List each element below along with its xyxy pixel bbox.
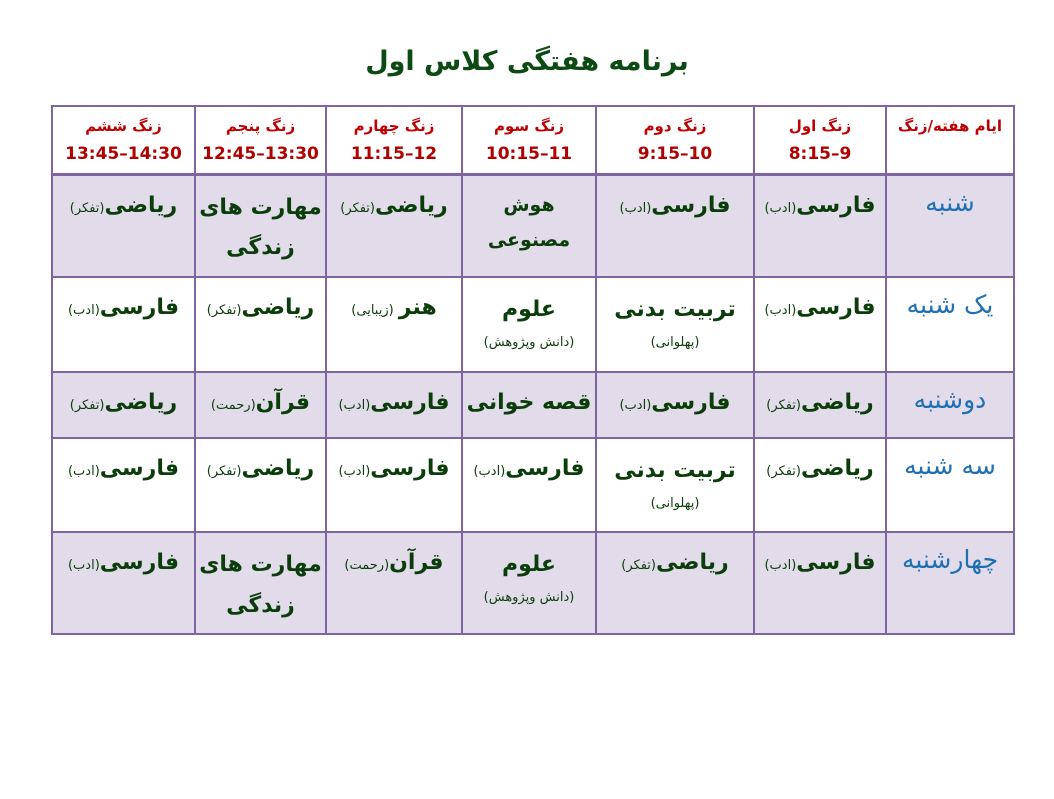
subject-cell [52, 372, 195, 438]
subject-name: فارسی [651, 390, 731, 415]
table-row [52, 174, 1014, 277]
subject-cell [462, 372, 596, 438]
subject-note: (ادب) [338, 464, 371, 479]
subject-line-2: (دانش وپژوهش) [483, 334, 575, 350]
table-row [52, 372, 1014, 438]
subject-note: (تفکر) [69, 200, 105, 216]
header-row [52, 106, 1014, 174]
subject-cell [754, 372, 886, 438]
subject-name: فارسی [505, 456, 585, 481]
subject-line-2: مصنوعی [487, 228, 571, 251]
subject-cell [326, 277, 462, 372]
subject-line-1: مهارت های [199, 194, 322, 220]
subject-cell [326, 174, 462, 277]
subject-name: هنر [398, 295, 437, 320]
subject-name: ریاضی [104, 390, 178, 415]
bell-header-6 [52, 106, 195, 174]
subject-line-1: علوم [502, 552, 556, 577]
bell-name: زنگ دوم [643, 117, 707, 135]
subject-cell [754, 174, 886, 277]
subject-name: فارسی [99, 550, 180, 575]
bell-header-1 [754, 106, 886, 174]
bell-time: 11:15–12 [350, 144, 438, 164]
subject-name: ریاضی [656, 550, 729, 575]
table-row [52, 532, 1014, 634]
subject-cell [754, 277, 886, 372]
subject-name: فارسی [651, 192, 731, 218]
subject-cell [596, 372, 754, 438]
page-title: برنامه هفتگی کلاس اول [365, 46, 689, 77]
subject-line-2: زندگی [226, 235, 295, 261]
day-cell [886, 174, 1014, 277]
bell-name: زنگ سوم [494, 117, 564, 135]
subject-cell [195, 532, 326, 634]
subject-cell [195, 277, 326, 372]
bell-time: 8:15–9 [788, 144, 852, 164]
day-cell [886, 438, 1014, 532]
day-cell [886, 532, 1014, 634]
subject-note: (تفکر) [206, 303, 242, 318]
subject-line-1: تربیت بدنی [614, 297, 736, 322]
day-cell [886, 372, 1014, 438]
subject-line-1: مهارت های [199, 552, 322, 577]
subject-line-2: (دانش وپژوهش) [483, 589, 575, 605]
subject-cell [462, 438, 596, 532]
bell-time: 13:45–14:30 [65, 144, 182, 164]
subject-cell [52, 438, 195, 532]
subject-name: قرآن [255, 390, 311, 415]
subject-cell [195, 372, 326, 438]
subject-cell [462, 174, 596, 277]
subject-note: (ادب) [473, 464, 506, 479]
bell-header-2 [596, 106, 754, 174]
day-name: سه شنبه [904, 451, 996, 480]
subject-cell [52, 277, 195, 372]
subject-line-1: هوش [503, 193, 555, 216]
subject-cell [326, 372, 462, 438]
subject-note: (تفکر) [621, 558, 656, 573]
subject-cell [462, 277, 596, 372]
subject-cell [52, 174, 195, 277]
subject-cell [754, 532, 886, 634]
subject-name: قرآن [389, 550, 444, 575]
subject-name: ریاضی [375, 192, 448, 218]
subject-note: (زیبایی) [351, 303, 394, 318]
subject-note: (تفکر) [766, 464, 801, 479]
subject-note: (ادب) [338, 398, 371, 413]
subject-name: قصه خوانی [466, 390, 592, 415]
subject-note: (تفکر) [206, 464, 242, 479]
bell-header-4 [326, 106, 462, 174]
subject-name: ریاضی [241, 456, 315, 481]
bell-time: 9:15–10 [637, 144, 713, 164]
bell-header-5 [195, 106, 326, 174]
subject-name: فارسی [370, 390, 450, 415]
subject-note: (ادب) [67, 464, 100, 479]
subject-line-1: علوم [502, 297, 556, 322]
subject-cell [195, 438, 326, 532]
subject-line-2: (پهلوانی) [650, 495, 700, 511]
subject-note: (ادب) [67, 558, 100, 573]
subject-note: (ادب) [764, 558, 797, 573]
subject-cell [596, 532, 754, 634]
day-name: یک شنبه [906, 290, 994, 319]
bell-time: 10:15–11 [485, 144, 573, 164]
subject-name: فارسی [370, 456, 450, 481]
subject-note: (ادب) [619, 398, 652, 413]
subject-cell [462, 532, 596, 634]
bell-time: 12:45–13:30 [202, 144, 319, 164]
subject-name: فارسی [796, 550, 876, 575]
subject-name: فارسی [99, 295, 180, 320]
bell-name: زنگ چهارم [353, 117, 435, 135]
subject-cell [195, 174, 326, 277]
subject-note: (تفکر) [69, 398, 105, 413]
subject-cell [52, 532, 195, 634]
corner-label: ایام هفته/زنگ [897, 117, 1003, 135]
subject-cell [596, 174, 754, 277]
subject-note: (ادب) [764, 200, 797, 216]
bell-name: زنگ پنجم [225, 117, 296, 135]
subject-name: فارسی [796, 192, 876, 218]
subject-note: (رحمت) [344, 558, 390, 573]
subject-cell [596, 277, 754, 372]
subject-cell [326, 438, 462, 532]
day-cell [886, 277, 1014, 372]
subject-name: فارسی [99, 456, 180, 481]
weekly-schedule-table [51, 105, 1015, 635]
day-name: دوشنبه [913, 385, 987, 414]
bell-name: زنگ اول [788, 117, 852, 135]
table-row [52, 438, 1014, 532]
subject-name: ریاضی [801, 456, 874, 481]
bell-name: زنگ ششم [85, 117, 162, 135]
subject-line-2: (پهلوانی) [650, 334, 700, 350]
subject-cell [754, 438, 886, 532]
table-row [52, 277, 1014, 372]
day-name: چهارشنبه [901, 545, 999, 574]
subject-name: ریاضی [104, 192, 178, 218]
subject-note: (ادب) [619, 200, 652, 216]
subject-line-2: زندگی [226, 592, 295, 618]
subject-name: ریاضی [241, 295, 315, 320]
bell-header-3 [462, 106, 596, 174]
subject-cell [596, 438, 754, 532]
subject-note: (ادب) [67, 303, 100, 318]
subject-note: (رحمت) [210, 398, 256, 413]
subject-note: (تفکر) [340, 200, 375, 216]
subject-line-1: تربیت بدنی [614, 458, 736, 483]
corner-cell [886, 106, 1014, 174]
subject-note: (تفکر) [766, 398, 801, 413]
subject-name: فارسی [796, 295, 876, 320]
subject-note: (ادب) [764, 303, 797, 318]
day-name: شنبه [925, 187, 975, 217]
subject-cell [326, 532, 462, 634]
subject-name: ریاضی [801, 390, 874, 415]
